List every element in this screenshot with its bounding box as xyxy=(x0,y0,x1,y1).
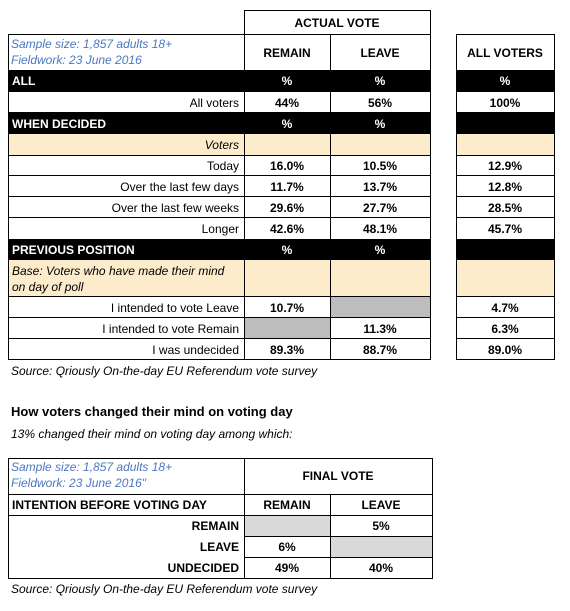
row-label: I intended to vote Leave xyxy=(110,300,239,315)
cell-remain: 6% xyxy=(278,539,296,554)
cell-all: 89.0% xyxy=(487,342,523,357)
cell-remain: 49% xyxy=(274,560,300,575)
base-row-previous-all xyxy=(456,260,554,297)
cell-leave: 11.3% xyxy=(363,321,397,336)
cell-leave-na xyxy=(330,297,430,318)
section-label-previous-position: PREVIOUS POSITION xyxy=(12,242,135,257)
cell-all: 12.8% xyxy=(487,179,523,194)
cell-remain: 10.7% xyxy=(269,300,305,315)
base-label-voters: Voters xyxy=(204,138,239,152)
cell-leave: 5% xyxy=(372,518,390,533)
sample-size-note: Sample size: 1,857 adults 18+ xyxy=(11,460,173,474)
cell-remain: 44% xyxy=(274,95,300,110)
source-note: Source: Qriously On-the-day EU Referendum vote survey xyxy=(11,364,318,378)
cell-all: 28.5% xyxy=(487,200,523,215)
section-bar-when-decided-all xyxy=(456,113,554,134)
pct-header: % xyxy=(281,116,293,131)
fieldwork-note: Fieldwork: 23 June 2016 xyxy=(11,53,142,67)
col-all-voters-header: ALL VOTERS xyxy=(467,45,543,60)
cell-leave: 48.1% xyxy=(362,221,398,236)
pct-header: % xyxy=(374,116,386,131)
row-label: Today xyxy=(206,159,239,173)
pct-header: % xyxy=(374,242,386,257)
section-title: How voters changed their mind on voting day xyxy=(11,404,293,419)
cell-remain: 42.6% xyxy=(269,221,305,236)
cell-leave: 27.7% xyxy=(362,200,398,215)
cell-all: 12.9% xyxy=(487,159,523,173)
section-subtitle: 13% changed their mind on voting day among which: xyxy=(11,427,293,441)
cell-remain: 11.7% xyxy=(270,179,304,194)
base-label-previous-line2: on day of poll xyxy=(12,280,84,294)
section-label-when-decided: WHEN DECIDED xyxy=(12,116,107,131)
col-remain-header: REMAIN xyxy=(263,45,311,60)
base-row-voters-all xyxy=(456,134,554,156)
fieldwork-note: Fieldwork: 23 June 2016" xyxy=(11,476,147,490)
pct-header: % xyxy=(499,74,511,88)
cell-remain: 29.6% xyxy=(269,200,305,215)
pct-header: % xyxy=(281,242,293,257)
cell-all: 4.7% xyxy=(491,300,519,315)
col-remain-header: REMAIN xyxy=(263,497,311,512)
cell-leave: 88.7% xyxy=(362,342,398,357)
row-label: I was undecided xyxy=(152,342,239,357)
base-label-previous-line1: Base: Voters who have made their mind xyxy=(12,264,225,278)
actual-vote-header: ACTUAL VOTE xyxy=(294,15,380,30)
section-bar-previous-position-all xyxy=(456,239,554,260)
cell-all: 45.7% xyxy=(487,221,523,236)
col-leave-header: LEAVE xyxy=(361,497,401,512)
cell-remain: 16.0% xyxy=(269,159,305,173)
cell-leave-na xyxy=(330,536,432,557)
cell-leave: 56% xyxy=(367,95,393,110)
cell-remain: 89.3% xyxy=(269,342,305,357)
source-note: Source: Qriously On-the-day EU Referendum vote survey xyxy=(11,582,318,596)
col-leave-header: LEAVE xyxy=(360,45,400,60)
cell-all: 100% xyxy=(489,95,521,110)
row-label: LEAVE xyxy=(199,539,239,554)
pct-header: % xyxy=(374,74,386,88)
row-label: REMAIN xyxy=(191,518,239,533)
section-label-all: ALL xyxy=(12,74,36,88)
cell-leave: 10.5% xyxy=(362,159,398,173)
cell-all: 6.3% xyxy=(491,321,519,336)
final-vote-header: FINAL VOTE xyxy=(302,469,374,483)
row-label: Over the last few days xyxy=(120,179,239,194)
row-label: UNDECIDED xyxy=(167,560,239,575)
row-label: Longer xyxy=(201,221,239,236)
row-label: All voters xyxy=(189,95,239,110)
cell-leave: 40% xyxy=(368,560,394,575)
sample-size-note: Sample size: 1,857 adults 18+ xyxy=(11,37,173,51)
pct-header: % xyxy=(281,74,293,88)
row-label: Over the last few weeks xyxy=(111,200,239,215)
cell-remain-na xyxy=(244,318,330,339)
cell-leave: 13.7% xyxy=(362,179,398,194)
intention-header: INTENTION BEFORE VOTING DAY xyxy=(12,497,207,512)
row-label: I intended to vote Remain xyxy=(102,321,239,336)
cell-remain-na xyxy=(244,515,330,536)
